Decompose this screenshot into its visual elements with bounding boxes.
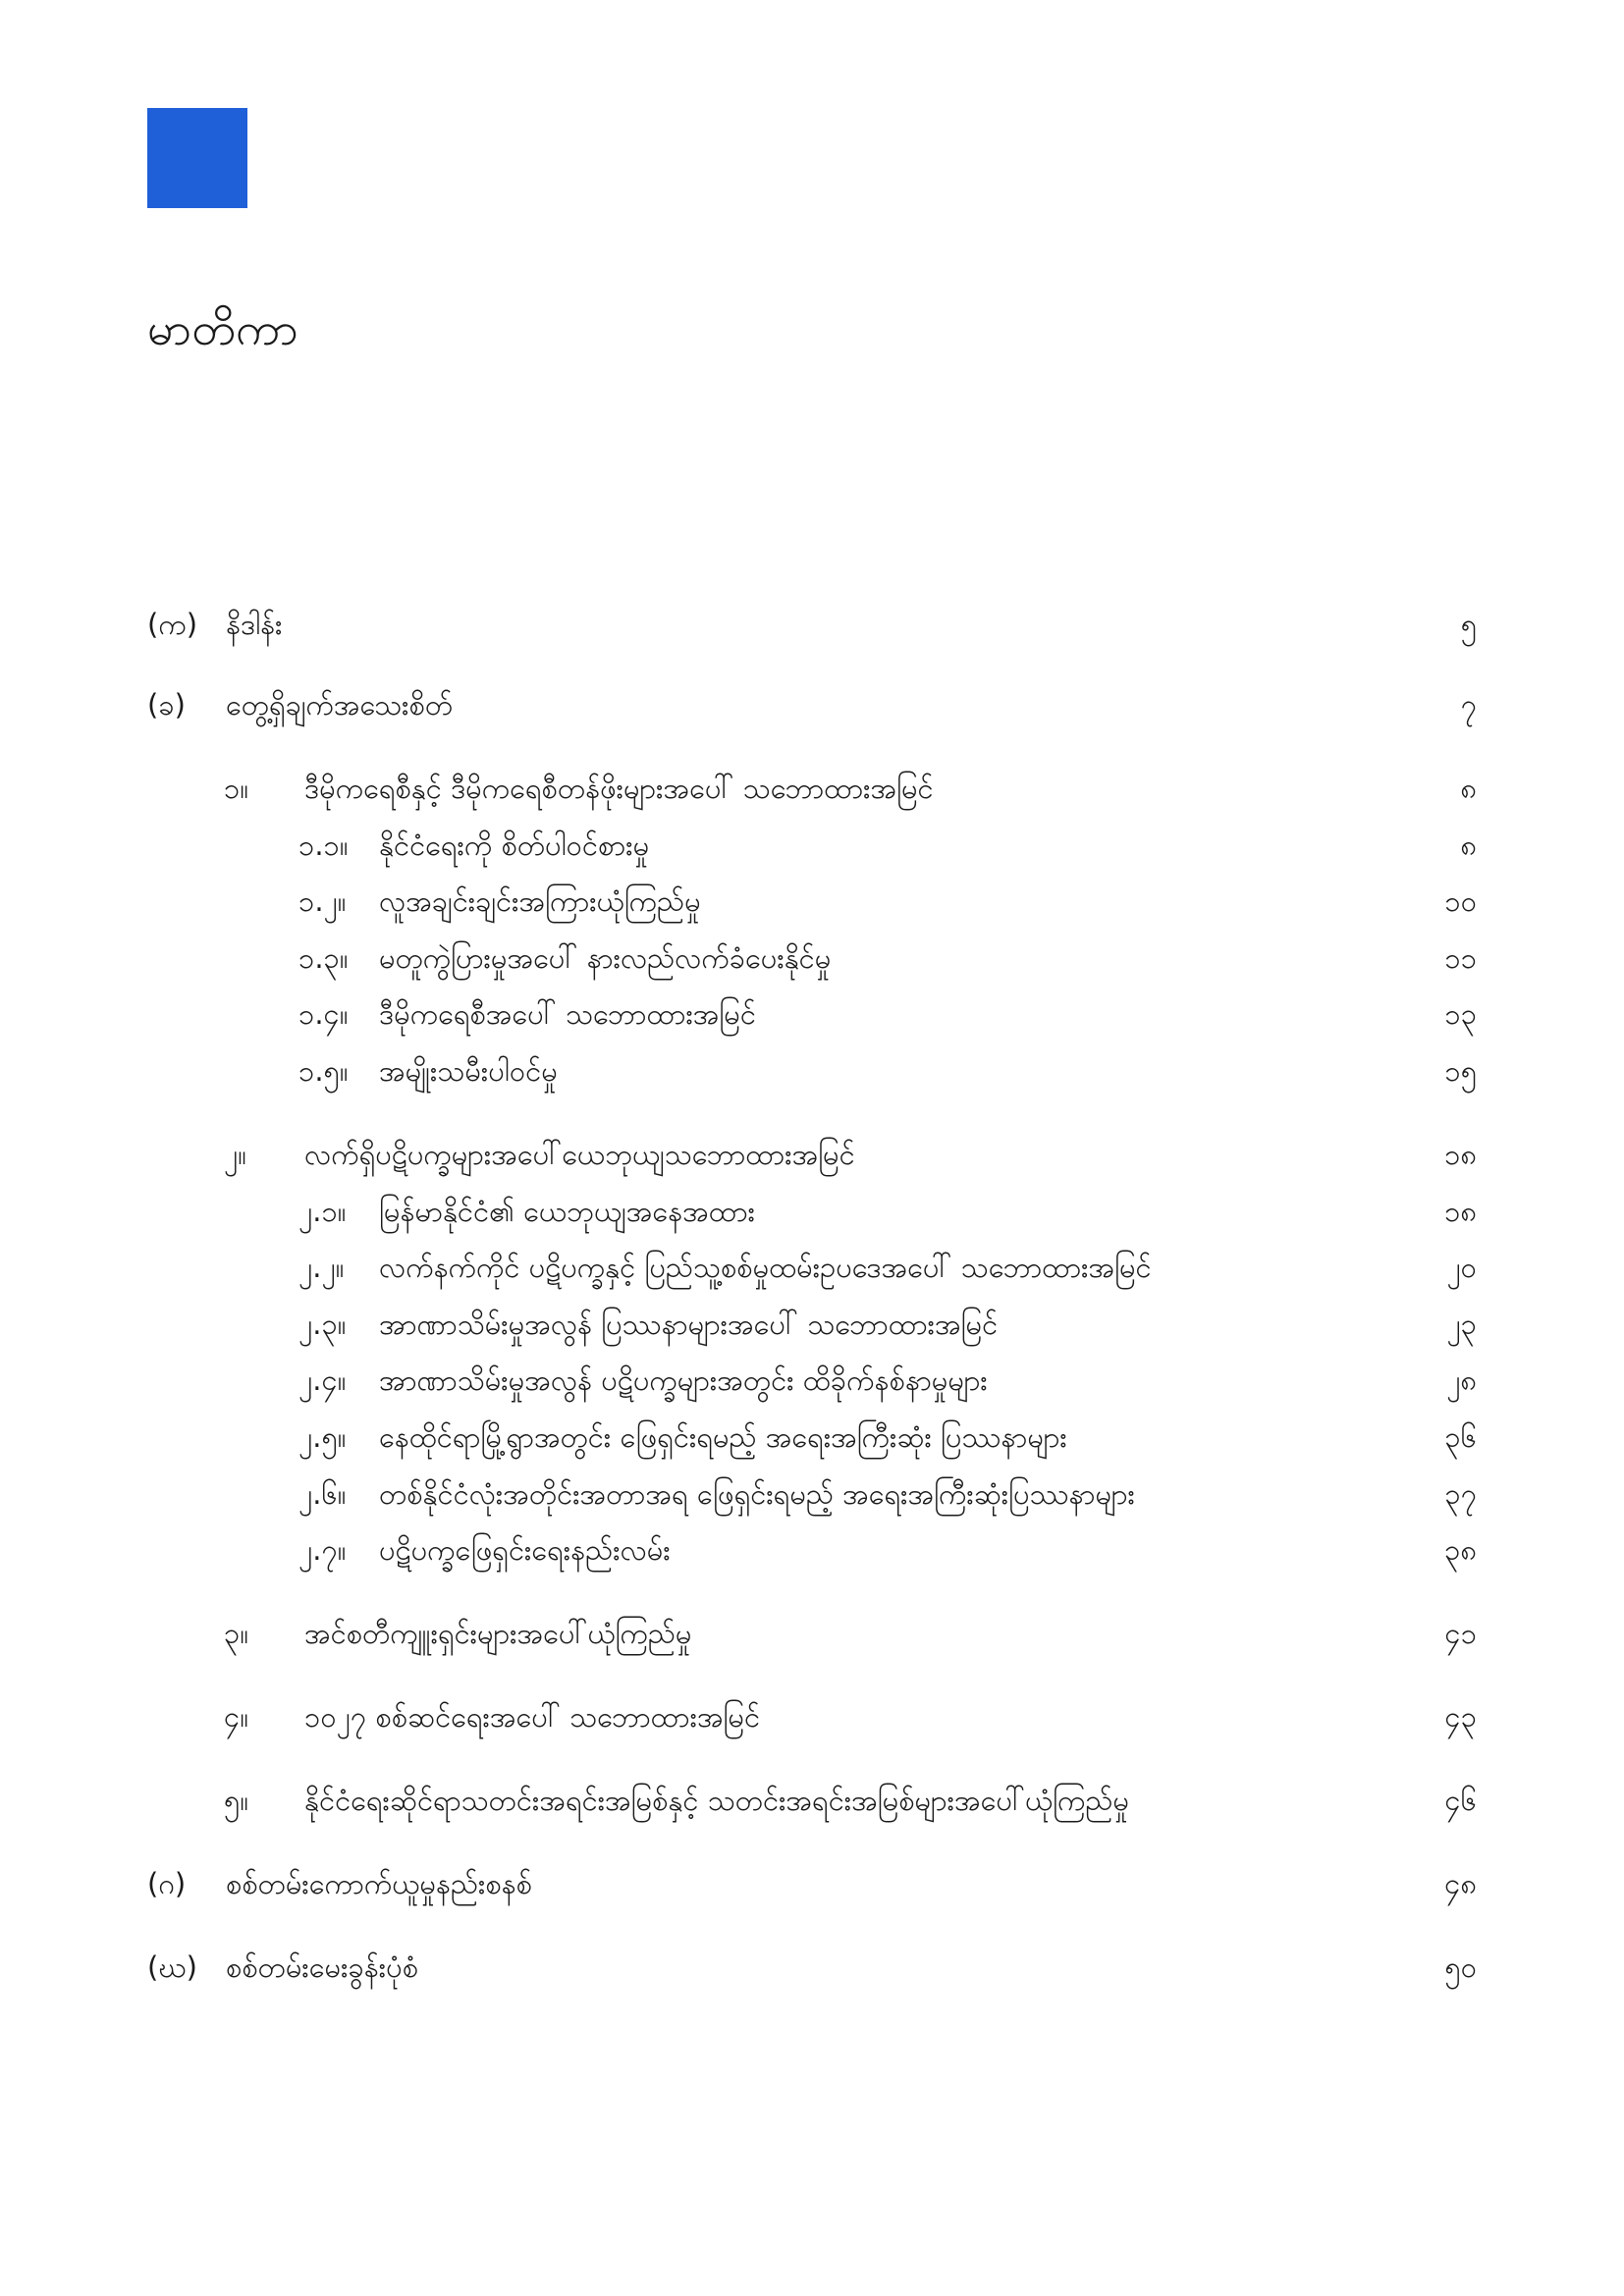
toc-entry-page-number: ၁၀: [1444, 884, 1477, 918]
toc-entry-page-number: ၂၀: [1446, 1251, 1477, 1284]
blue-square-logo: [147, 108, 247, 208]
toc-entry-number: (ခ): [147, 688, 186, 721]
toc-entry-number: ၂။: [224, 1138, 247, 1171]
toc-entry-title: နိဒါန်း: [226, 608, 283, 641]
toc-entry-number: ၂.၂။: [298, 1251, 345, 1284]
toc-entry-page-number: ၄၈: [1444, 1867, 1477, 1900]
toc-entry-page-number: ၄၁: [1444, 1617, 1477, 1650]
toc-entry-page-number: ၈: [1460, 828, 1477, 862]
toc-entry-title: ဒီမိုကရေစီနှင့် ဒီမိုကရေစီတန်ဖိုးများအပေါ် သဘောထားအမြင်: [304, 772, 934, 805]
toc-entry-number: ၁.၄။: [298, 997, 349, 1031]
toc-entry-page-number: ၁၈: [1444, 1138, 1477, 1171]
toc-entry-page-number: ၄၃: [1444, 1700, 1477, 1734]
toc-entry-number: ၂.၅။: [298, 1420, 347, 1454]
toc-entry-number: ၄။: [224, 1700, 249, 1734]
toc-entry-number: (ဂ): [147, 1867, 187, 1900]
toc-entry-title: အမျိုးသမီးပါဝင်မှု: [379, 1054, 558, 1088]
toc-entry-number: ၂.၃။: [298, 1308, 347, 1341]
toc-entry-title: လက်ရှိပဋိပက္ခများအပေါ်ယေဘုယျသဘောထားအမြင်: [304, 1138, 855, 1171]
toc-entry-page-number: ၁၈: [1444, 1195, 1477, 1228]
toc-entry-title: ဒီမိုကရေစီအပေါ် သဘောထားအမြင်: [379, 997, 756, 1031]
toc-entry-page-number: ၃၇: [1444, 1477, 1477, 1511]
toc-entry-page-number: ၁၃: [1444, 997, 1477, 1031]
toc-entry-page-number: ၄၆: [1444, 1784, 1477, 1817]
toc-entry-page-number: ၅: [1460, 608, 1477, 641]
toc-entry-page-number: ၃၈: [1444, 1533, 1477, 1567]
toc-entry-number: ၅။: [224, 1784, 249, 1817]
toc-entry-title: စစ်တမ်းကောက်ယူမှုနည်းစနစ်: [226, 1867, 532, 1900]
toc-entry-page-number: ၂၈: [1446, 1363, 1477, 1397]
toc-entry-number: ၂.၆။: [298, 1477, 347, 1511]
toc-entry-title: စစ်တမ်းမေးခွန်းပုံစံ: [226, 1950, 419, 1984]
toc-entry-number: ၁.၁။: [298, 828, 349, 862]
toc-entry-title: အာဏာသိမ်းမှုအလွန် ပြဿနာများအပေါ် သဘောထားအမြင်: [379, 1308, 999, 1341]
toc-entry-number: ၂.၄။: [298, 1363, 347, 1397]
toc-entry-title: မတူကွဲပြားမှုအပေါ် နားလည်လက်ခံပေးနိုင်မှု: [379, 941, 832, 975]
toc-entry-page-number: ၅၀: [1444, 1950, 1477, 1984]
toc-entry-title: အာဏာသိမ်းမှုအလွန် ပဋိပက္ခများအတွင်း ထိခိုက်နစ်နာမှုများ: [379, 1363, 988, 1397]
toc-entry-title: တစ်နိုင်ငံလုံးအတိုင်းအတာအရ ဖြေရှင်းရမည့် အရေးအကြီးဆုံးပြဿနာများ: [379, 1477, 1135, 1511]
page-title: မာတိကာ: [147, 302, 298, 355]
toc-entry-number: ၂.၇။: [298, 1533, 347, 1567]
toc-entry-page-number: ၁၅: [1444, 1054, 1477, 1088]
toc-entry-page-number: ၈: [1460, 772, 1477, 805]
toc-entry-page-number: ၇: [1460, 688, 1477, 721]
toc-entry-title: လက်နက်ကိုင် ပဋိပက္ခနှင့် ပြည်သူ့စစ်မှုထမ်းဥပဒေအပေါ် သဘောထားအမြင်: [379, 1251, 1152, 1284]
toc-entry-page-number: ၃၆: [1444, 1420, 1477, 1454]
toc-entry-number: ၁.၃။: [298, 941, 349, 975]
toc-entry-number: ၁.၂။: [298, 884, 347, 918]
toc-entry-number: (ဃ): [147, 1950, 197, 1984]
toc-entry-number: (က): [147, 608, 198, 641]
toc-entry-number: ၁။: [224, 772, 249, 805]
toc-entry-title: လူအချင်းချင်းအကြားယုံကြည်မှု: [379, 884, 701, 918]
toc-entry-title: အင်စတီကျူးရှင်းများအပေါ်ယုံကြည်မှု: [304, 1617, 692, 1650]
toc-entry-title: မြန်မာနိုင်ငံ၏ ယေဘုယျအနေအထား: [379, 1195, 756, 1228]
toc-entry-page-number: ၁၁: [1444, 941, 1477, 975]
toc-entry-title: ပဋိပက္ခဖြေရှင်းရေးနည်းလမ်း: [379, 1533, 671, 1567]
toc-entry-page-number: ၂၃: [1446, 1308, 1477, 1341]
toc-entry-title: တွေ့ရှိချက်အသေးစိတ်: [226, 688, 454, 721]
toc-entry-title: ၁၀၂၇ စစ်ဆင်ရေးအပေါ် သဘောထားအမြင်: [304, 1700, 761, 1734]
toc-entry-number: ၃။: [224, 1617, 249, 1650]
toc-entry-number: ၂.၁။: [298, 1195, 347, 1228]
toc-entry-title: နိုင်ငံရေးဆိုင်ရာသတင်းအရင်းအမြစ်နှင့် သတင်းအရင်းအမြစ်များအပေါ်ယုံကြည်မှု: [304, 1784, 1129, 1817]
toc-entry-title: နိုင်ငံရေးကို စိတ်ပါဝင်စားမှု: [379, 828, 650, 862]
toc-entry-number: ၁.၅။: [298, 1054, 349, 1088]
toc-entry-title: နေထိုင်ရာမြို့ရွာအတွင်း ဖြေရှင်းရမည့် အရေးအကြီးဆုံး ပြဿနာများ: [379, 1420, 1067, 1454]
